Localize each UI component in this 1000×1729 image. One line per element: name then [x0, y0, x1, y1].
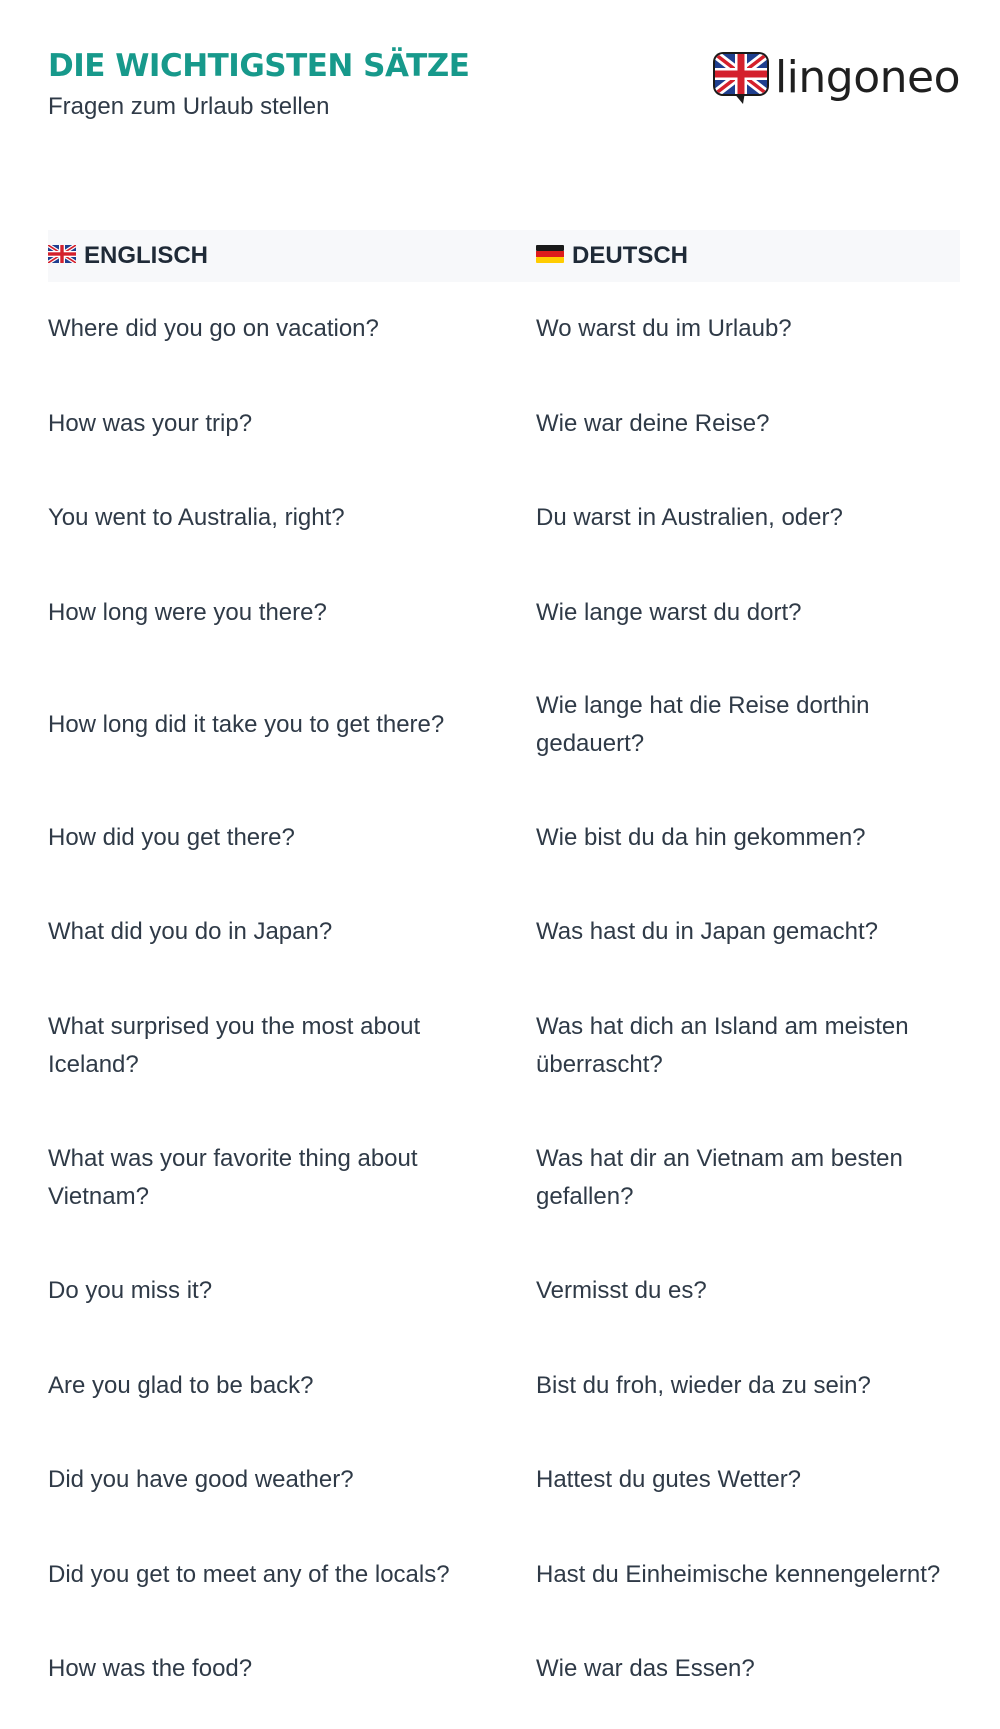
- table-row: [48, 660, 960, 790]
- table-row: [48, 790, 960, 885]
- uk-flag-speech-bubble-icon: [713, 52, 769, 104]
- table-row: [48, 1338, 960, 1433]
- column-label-english: ENGLISCH: [84, 242, 209, 269]
- german-phrase: Was hast du in Japan gemacht?: [536, 918, 878, 945]
- table-row: [48, 1112, 960, 1244]
- german-phrase: Was hat dir an Vietnam am besten gefallen?: [536, 1145, 903, 1210]
- table-row: [48, 471, 960, 565]
- phrase-table: [48, 230, 960, 1716]
- column-header-english: [48, 242, 536, 270]
- column-label-german: DEUTSCH: [572, 242, 689, 269]
- english-phrase: How did you get there?: [48, 823, 295, 851]
- english-phrase: Are you glad to be back?: [48, 1371, 314, 1399]
- english-phrase: You went to Australia, right?: [48, 504, 345, 531]
- uk-flag-icon: [48, 242, 76, 270]
- english-phrase: Did you get to meet any of the locals?: [48, 1560, 450, 1588]
- table-header: [48, 230, 960, 282]
- table-row: [48, 282, 960, 376]
- german-phrase: Wo warst du im Urlaub?: [536, 315, 792, 342]
- english-phrase: How was your trip?: [48, 409, 253, 437]
- english-phrase: How was the food?: [48, 1655, 253, 1682]
- english-phrase: What did you do in Japan?: [48, 918, 333, 945]
- german-phrase: Hattest du gutes Wetter?: [536, 1466, 802, 1493]
- german-phrase: Wie lange hat die Reise dorthin gedauert?: [536, 692, 870, 757]
- table-row: [48, 565, 960, 660]
- english-phrase: Where did you go on vacation?: [48, 315, 379, 342]
- table-row: [48, 885, 960, 979]
- table-row: [48, 1622, 960, 1716]
- lingoneo-logo[interactable]: [713, 52, 960, 104]
- english-phrase: How long did it take you to get there?: [48, 711, 445, 738]
- english-phrase: Do you miss it?: [48, 1277, 213, 1304]
- english-phrase: What was your favorite thing about Vietnam?: [48, 1145, 418, 1210]
- english-phrase: What surprised you the most about Iceland?: [48, 1012, 421, 1078]
- german-phrase: Vermisst du es?: [536, 1277, 707, 1304]
- table-row: [48, 1527, 960, 1622]
- table-row: [48, 1433, 960, 1527]
- german-phrase: Wie bist du da hin gekommen?: [536, 823, 866, 851]
- german-phrase: Wie war deine Reise?: [536, 409, 770, 437]
- table-row: [48, 1244, 960, 1338]
- german-phrase: Hast du Einheimische kennengelernt?: [536, 1560, 941, 1588]
- column-header-german: [536, 242, 688, 270]
- german-phrase: Du warst in Australien, oder?: [536, 504, 843, 531]
- german-phrase: Bist du froh, wieder da zu sein?: [536, 1371, 871, 1399]
- germany-flag-icon: [536, 242, 564, 270]
- german-phrase: Wie lange warst du dort?: [536, 598, 802, 626]
- logo-text: lingoneo: [774, 52, 960, 103]
- german-phrase: Was hat dich an Island am meisten überrascht?: [536, 1012, 909, 1078]
- english-phrase: Did you have good weather?: [48, 1466, 354, 1493]
- english-phrase: How long were you there?: [48, 598, 327, 626]
- page-header: [48, 46, 960, 136]
- page-title: DIE WICHTIGSTEN SÄTZE: [48, 48, 470, 84]
- page-subtitle: Fragen zum Urlaub stellen: [48, 93, 330, 120]
- table-row: [48, 376, 960, 471]
- german-phrase: Wie war das Essen?: [536, 1655, 755, 1682]
- table-row: [48, 979, 960, 1112]
